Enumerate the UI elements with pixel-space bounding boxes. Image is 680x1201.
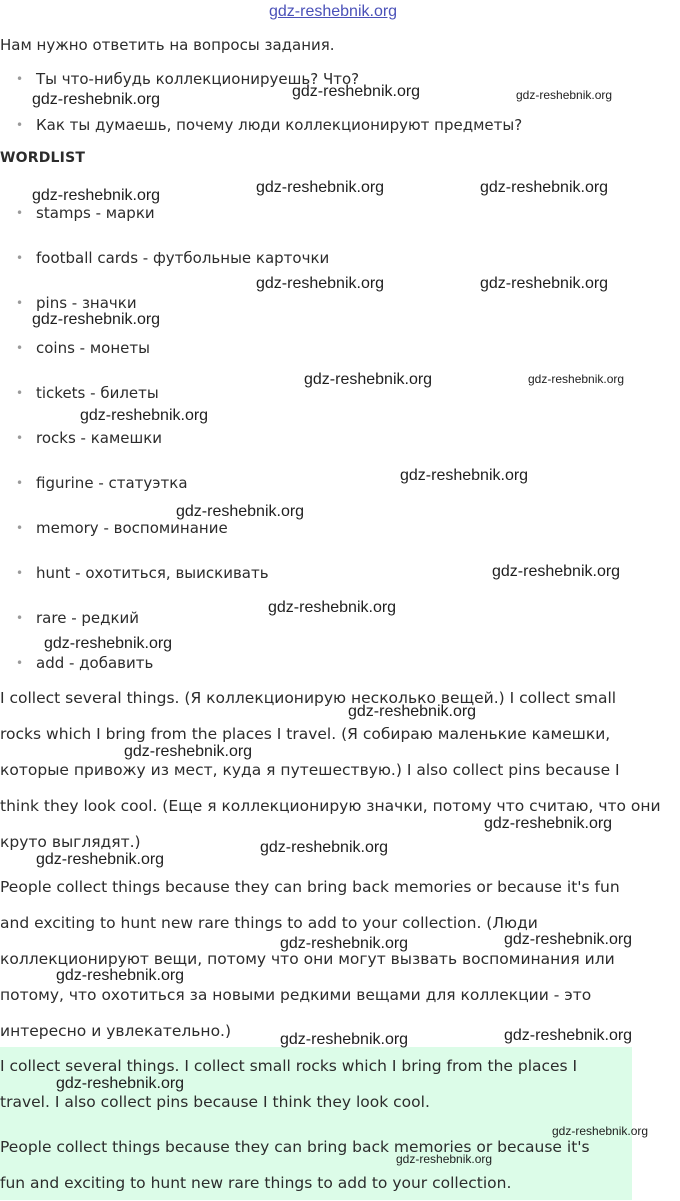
final-answer-line: travel. I also collect pins because I think they look cool. bbox=[0, 1093, 430, 1111]
watermark-text: gdz-reshebnik.org bbox=[256, 179, 385, 196]
watermark-text: gdz-reshebnik.org bbox=[176, 503, 305, 520]
wordlist-item-text: memory - воспоминание bbox=[36, 519, 228, 537]
intro-text: Нам нужно ответить на вопросы задания. bbox=[0, 36, 335, 54]
watermark-text: gdz-reshebnik.org bbox=[280, 1031, 409, 1048]
watermark-text: gdz-reshebnik.org bbox=[292, 83, 421, 100]
answer-line: коллекционируют вещи, потому что они могут вызвать воспоминания или bbox=[0, 950, 615, 968]
wordlist-item-text: pins - значки bbox=[36, 294, 137, 312]
watermark-text: gdz-reshebnik.org bbox=[280, 935, 409, 952]
answer-line: People collect things because they can bring back memories or because it's fun bbox=[0, 878, 620, 896]
question-text: Как ты думаешь, почему люди коллекционируют предметы? bbox=[36, 116, 523, 134]
wordlist-item bbox=[0, 339, 150, 357]
watermark-text: gdz-reshebnik.org bbox=[492, 563, 621, 580]
watermark-text: gdz-reshebnik.org bbox=[552, 1124, 649, 1138]
answer-line: think they look cool. (Еще я коллекционирую значки, потому что считаю, что они bbox=[0, 797, 661, 815]
watermark-text: gdz-reshebnik.org bbox=[348, 703, 477, 720]
watermark-text: gdz-reshebnik.org bbox=[504, 931, 633, 948]
watermark-text: gdz-reshebnik.org bbox=[32, 91, 161, 108]
answer-line: I collect several things. (Я коллекционирую несколько вещей.) I collect small bbox=[0, 689, 617, 707]
watermark-text: gdz-reshebnik.org bbox=[400, 467, 529, 484]
wordlist-item-text: figurine - статуэтка bbox=[36, 474, 188, 492]
watermark-text: gdz-reshebnik.org bbox=[484, 815, 613, 832]
watermark-text: gdz-reshebnik.org bbox=[268, 599, 397, 616]
wordlist-item-text: football cards - футбольные карточки bbox=[36, 249, 330, 267]
watermark-text: gdz-reshebnik.org bbox=[32, 311, 161, 328]
wordlist-item-text: hunt - охотиться, выискивать bbox=[36, 564, 269, 582]
watermark-text: gdz-reshebnik.org bbox=[124, 743, 253, 760]
watermark-text: gdz-reshebnik.org bbox=[304, 371, 433, 388]
watermark-text: gdz-reshebnik.org bbox=[480, 275, 609, 292]
final-answer-line: I collect several things. I collect small rocks which I bring from the places I bbox=[0, 1057, 578, 1075]
watermark-text: gdz-reshebnik.org bbox=[56, 967, 185, 984]
question-text: Ты что-нибудь коллекционируешь? Что? bbox=[36, 70, 360, 88]
answer-line: которые привожу из мест, куда я путешествую.) I also collect pins because I bbox=[0, 761, 620, 779]
watermark-text: gdz-reshebnik.org bbox=[480, 179, 609, 196]
watermark-text: gdz-reshebnik.org bbox=[32, 187, 161, 204]
wordlist-item-text: coins - монеты bbox=[36, 339, 150, 357]
answer-line: потому, что охотиться за новыми редкими вещами для коллекции - это bbox=[0, 986, 592, 1004]
watermark-link[interactable]: gdz-reshebnik.org bbox=[269, 3, 398, 20]
wordlist-item bbox=[0, 519, 228, 537]
wordlist-item-text: stamps - марки bbox=[36, 204, 155, 222]
answer-line: интересно и увлекательно.) bbox=[0, 1022, 232, 1040]
watermark-text: gdz-reshebnik.org bbox=[260, 839, 389, 856]
wordlist-item bbox=[0, 609, 139, 627]
wordlist-item-text: rare - редкий bbox=[36, 609, 140, 627]
wordlist-item-text: tickets - билеты bbox=[36, 384, 159, 402]
wordlist-item bbox=[0, 429, 162, 447]
wordlist-item bbox=[0, 384, 159, 402]
answer-line: круто выглядят.) bbox=[0, 833, 141, 851]
watermark-text: gdz-reshebnik.org bbox=[504, 1027, 633, 1044]
answer-line: and exciting to hunt new rare things to add to your collection. (Люди bbox=[0, 914, 538, 932]
question-item bbox=[0, 116, 522, 134]
watermark-text: gdz-reshebnik.org bbox=[36, 851, 165, 868]
watermark-text: gdz-reshebnik.org bbox=[56, 1075, 185, 1092]
wordlist-item bbox=[0, 474, 188, 492]
answer-line: rocks which I bring from the places I travel. (Я собираю маленькие камешки, bbox=[0, 725, 611, 743]
watermark-text: gdz-reshebnik.org bbox=[528, 372, 625, 386]
wordlist-item bbox=[0, 249, 329, 267]
wordlist-heading: WORDLIST bbox=[0, 150, 86, 166]
wordlist-item bbox=[0, 654, 153, 672]
wordlist-item-text: rocks - камешки bbox=[36, 429, 163, 447]
watermark-text: gdz-reshebnik.org bbox=[516, 88, 613, 102]
watermark-text: gdz-reshebnik.org bbox=[396, 1152, 493, 1166]
wordlist-item bbox=[0, 564, 269, 582]
watermark-text: gdz-reshebnik.org bbox=[256, 275, 385, 292]
watermark-text: gdz-reshebnik.org bbox=[80, 407, 209, 424]
final-answer-line: People collect things because they can bring back memories or because it's bbox=[0, 1138, 590, 1156]
wordlist-item-text: add - добавить bbox=[36, 654, 154, 672]
wordlist-item bbox=[0, 294, 137, 312]
watermark-text: gdz-reshebnik.org bbox=[44, 635, 173, 652]
wordlist-item bbox=[0, 204, 155, 222]
final-answer-line: fun and exciting to hunt new rare things to add to your collection. bbox=[0, 1174, 512, 1192]
